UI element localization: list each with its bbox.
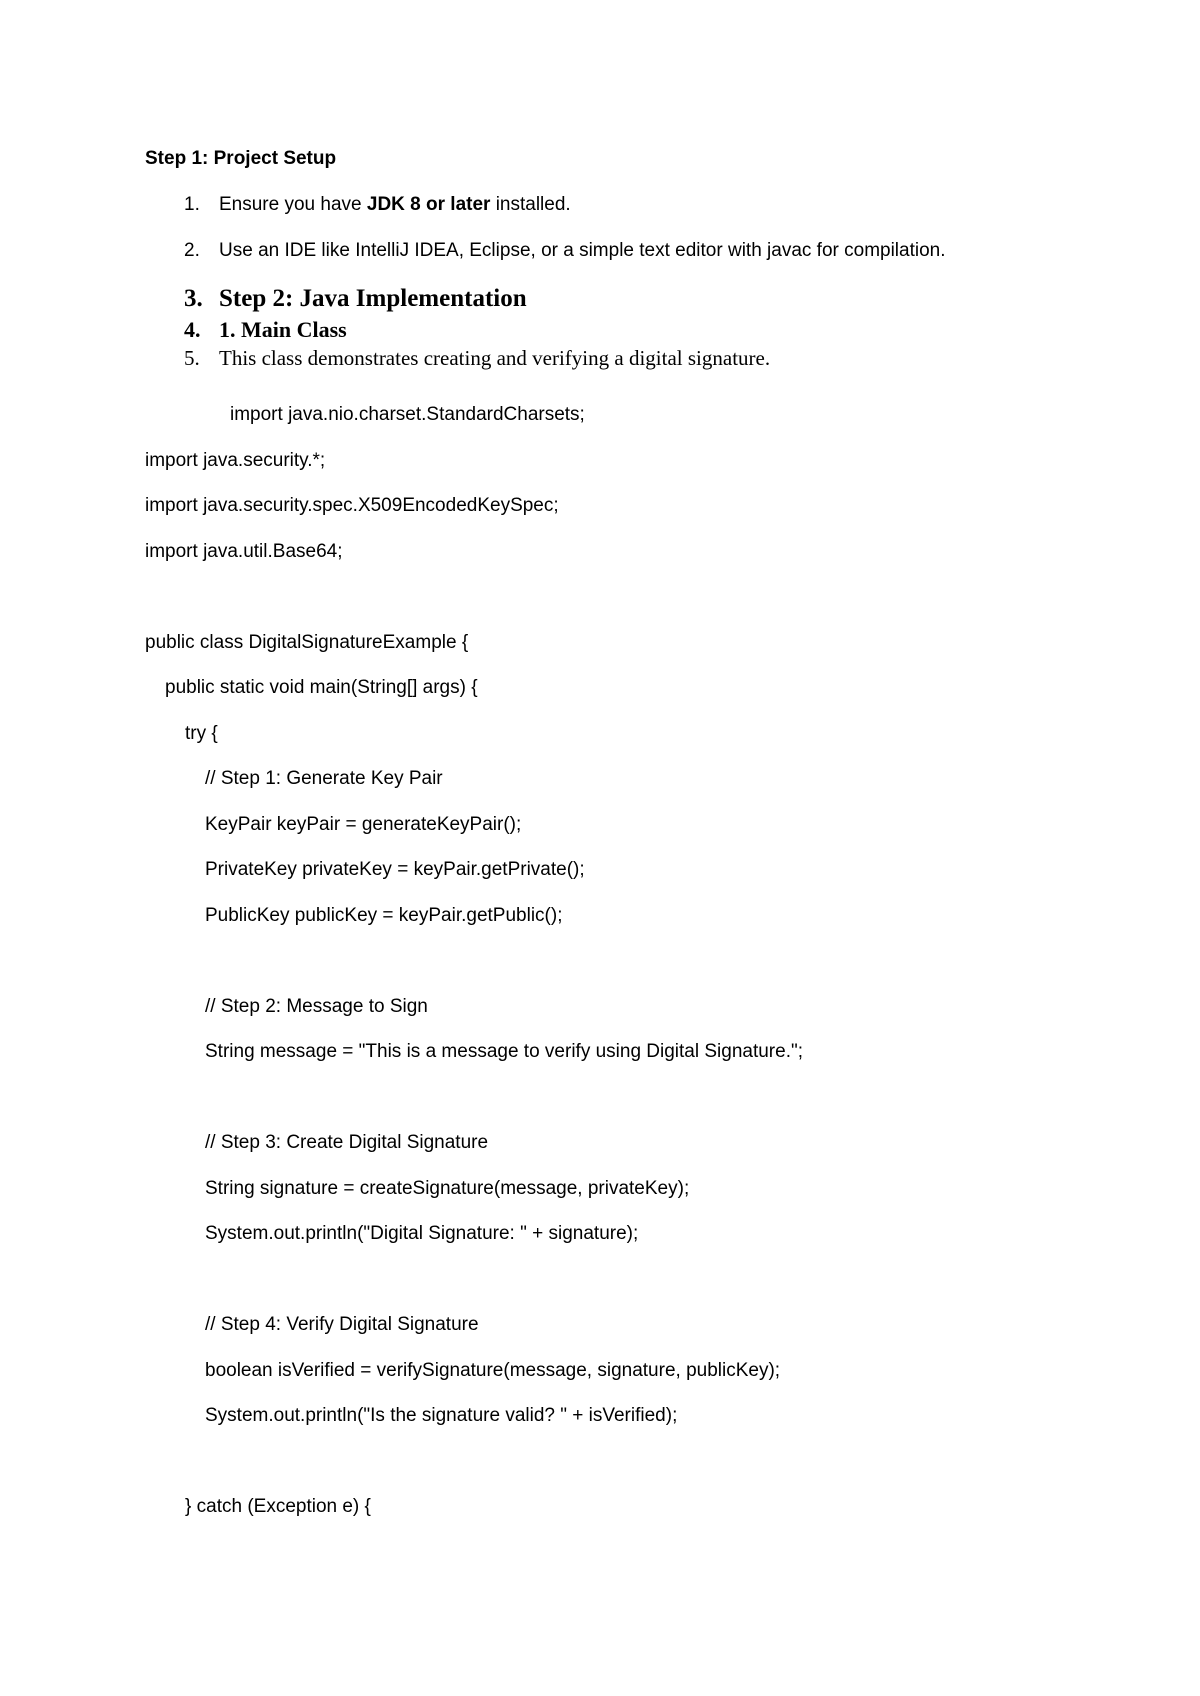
code-line: KeyPair keyPair = generateKeyPair(); [205,814,522,835]
main-class-heading: 1. Main Class [219,317,347,342]
code-line: public static void main(String[] args) { [165,677,478,698]
list-item-2: Use an IDE like IntelliJ IDEA, Eclipse, or a simple text editor with javac for compilation. [219,240,946,261]
list-number-4: 4. [184,317,201,342]
code-line: import java.security.*; [145,450,326,471]
code-line: PrivateKey privateKey = keyPair.getPrivate(); [205,859,585,880]
code-line: String message = "This is a message to verify using Digital Signature."; [205,1041,804,1062]
list-item-1 [219,193,571,217]
step2-heading: Step 2: Java Implementation [219,285,527,312]
code-line: import java.nio.charset.StandardCharsets; [230,404,585,425]
code-comment: // Step 3: Create Digital Signature [205,1132,489,1153]
list-item-1-pre: Ensure you have [219,194,367,215]
list-number-2: 2. [184,240,200,261]
code-line: System.out.println("Is the signature valid? " + isVerified); [205,1405,678,1426]
code-line: PublicKey publicKey = keyPair.getPublic(); [205,905,563,926]
code-comment: // Step 4: Verify Digital Signature [205,1314,479,1335]
code-line: boolean isVerified = verifySignature(message, signature, publicKey); [205,1360,781,1381]
code-line: String signature = createSignature(message, privateKey); [205,1178,690,1199]
class-description: This class demonstrates creating and verifying a digital signature. [219,346,771,370]
code-line: public class DigitalSignatureExample { [145,632,469,653]
list-item-1-bold: JDK 8 or later [366,194,491,215]
list-number-5: 5. [184,346,200,370]
list-number-3: 3. [184,285,203,312]
code-line: try { [185,723,218,744]
list-item-1-post: installed. [490,194,571,215]
code-line: } catch (Exception e) { [185,1496,371,1517]
code-line: import java.security.spec.X509EncodedKeySpec; [145,495,559,516]
code-line: import java.util.Base64; [145,541,343,562]
step1-heading: Step 1: Project Setup [145,148,337,169]
list-number-1: 1. [184,194,200,215]
code-comment: // Step 1: Generate Key Pair [205,768,443,789]
code-line: System.out.println("Digital Signature: " + signature); [205,1223,639,1244]
code-comment: // Step 2: Message to Sign [205,996,428,1017]
